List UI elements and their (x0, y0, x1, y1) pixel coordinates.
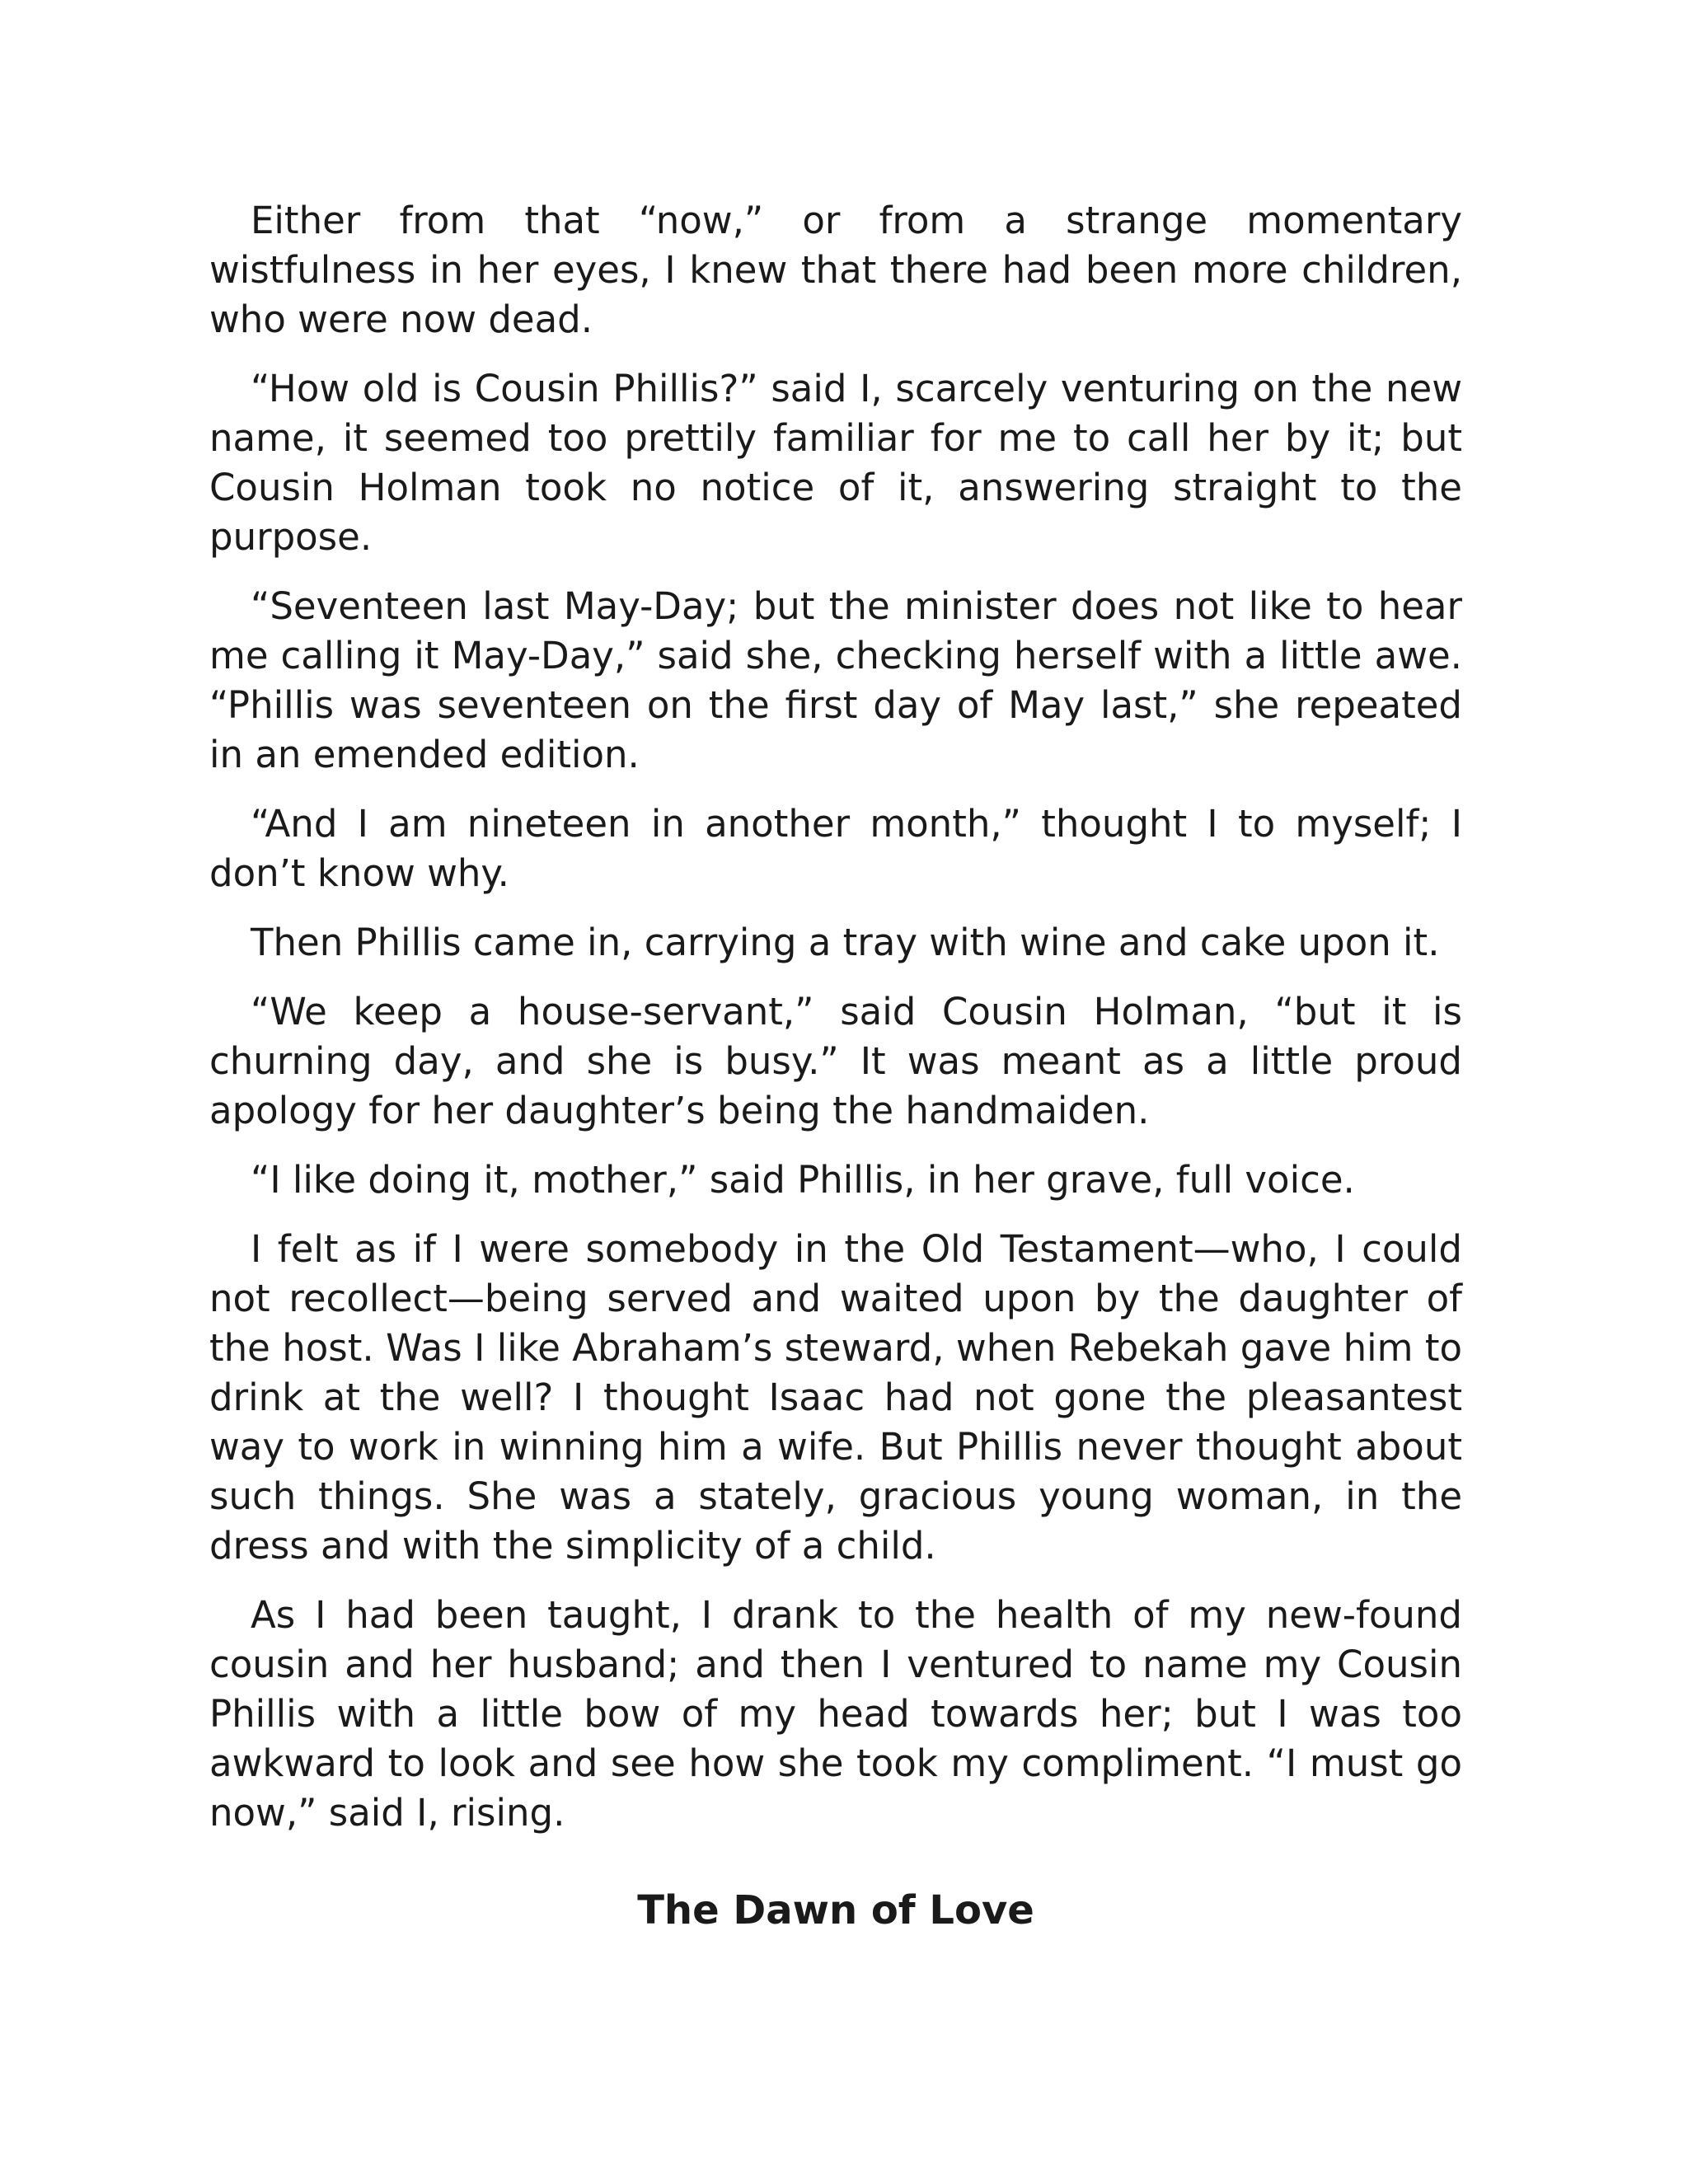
paragraph: As I had been taught, I drank to the health of my new-found cousin and her husband; and then I ventured to name my Cousin Phillis with a little bow of my head towards her; but I was too awkward to look and see how she took my compliment. “I must go now,” said I, rising. (209, 1593, 1462, 1835)
paragraph: I felt as if I were somebody in the Old Testament—who, I could not recollect—being served and waited upon by the daughter of the host. Was I like Abraham’s steward, when Rebekah gave him to drink at the well? I thought Isaac had not gone the pleasantest way to work in winning him a wife. But Phillis never thought about such things. She was a stately, gracious young woman, in the dress and with the simplicity of a child. (209, 1227, 1462, 1568)
paragraph: “And I am nineteen in another month,” thought I to myself; I don’t know why. (209, 802, 1462, 895)
paragraph: “I like doing it, mother,” said Phillis, in her grave, full voice. (251, 1158, 1355, 1202)
paragraph: Then Phillis came in, carrying a tray with wine and cake upon it. (251, 921, 1440, 964)
paragraph: “How old is Cousin Phillis?” said I, scarcely venturing on the new name, it seemed too prettily familiar for me to call her by it; but Cousin Holman took no notice of it, answering straight to the purpose. (209, 367, 1462, 559)
document-page (209, 196, 1462, 1935)
paragraph: “We keep a house-servant,” said Cousin Holman, “but it is churning day, and she is busy.” It was meant as a little proud apology for her daughter’s being the handmaiden. (209, 990, 1462, 1132)
paragraph: “Seventeen last May-Day; but the minister does not like to hear me calling it May-Day,” said she, checking herself with a little awe. “Phillis was seventeen on the first day of May last,” she repeated in an emended edition. (209, 584, 1462, 776)
paragraph: Either from that “now,” or from a strange momentary wistfulness in her eyes, I knew that there had been more children, who were now dead. (209, 199, 1462, 341)
section-heading: The Dawn of Love (637, 1887, 1034, 1933)
